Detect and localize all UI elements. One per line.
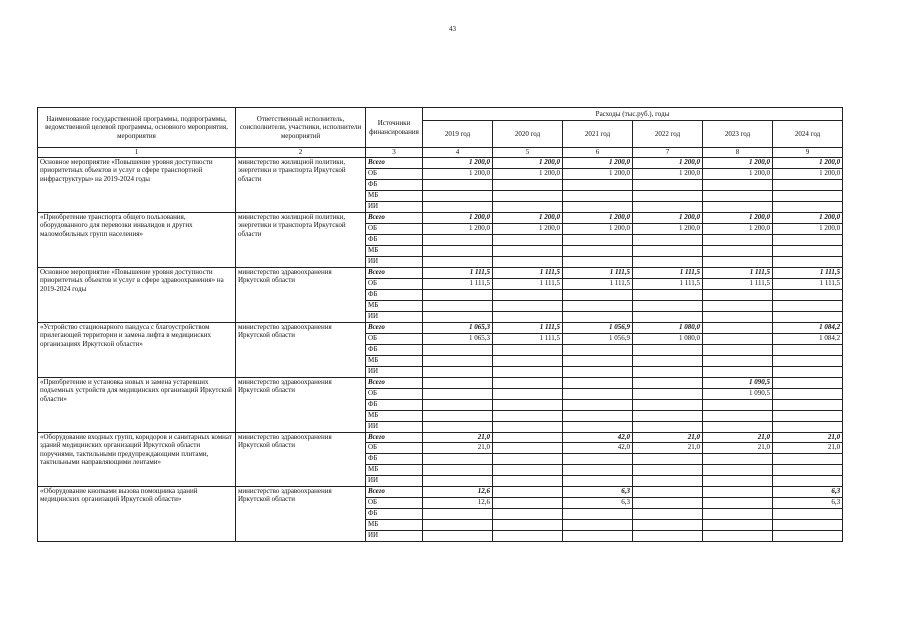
expense-cell: 1 111,5 <box>703 278 773 289</box>
table-row <box>38 432 843 442</box>
expense-cell <box>493 201 563 212</box>
funding-source: ФБ <box>366 344 423 355</box>
expense-cell <box>773 300 843 311</box>
expense-cell <box>773 245 843 256</box>
funding-source: ФБ <box>366 179 423 190</box>
header-executor: Ответственный исполнитель, соисполнители, участники, исполнители мероприятий <box>236 108 366 148</box>
activity-name: «Приобретение транспорта общего пользования, оборудованного для перевозки инвалидов и других маломобильных групп населения» <box>38 212 236 267</box>
expense-cell: 12,6 <box>423 486 493 497</box>
expense-cell <box>493 289 563 300</box>
expense-cell: 6,3 <box>773 486 843 497</box>
expense-cell <box>703 245 773 256</box>
funding-source: МБ <box>366 355 423 366</box>
expense-cell: 1 200,0 <box>493 212 563 223</box>
expense-cell: 1 200,0 <box>773 212 843 223</box>
expense-cell <box>703 475 773 486</box>
expense-cell <box>703 179 773 190</box>
funding-source: ОБ <box>366 497 423 508</box>
expense-cell <box>703 486 773 497</box>
header-source: Источники финансирования <box>366 108 423 148</box>
expense-cell: 1 200,0 <box>563 223 633 234</box>
expense-cell <box>773 234 843 245</box>
expense-cell <box>563 421 633 432</box>
expense-cell <box>703 497 773 508</box>
expense-cell <box>493 497 563 508</box>
expense-cell: 1 200,0 <box>563 157 633 168</box>
executor-name: министерство здравоохранения Иркутской области <box>236 322 366 377</box>
header-year: 2019 год <box>423 121 493 148</box>
funding-source: ФБ <box>366 399 423 410</box>
expense-cell <box>493 519 563 530</box>
expense-cell <box>493 234 563 245</box>
expense-cell <box>633 366 703 377</box>
expense-cell <box>633 300 703 311</box>
expense-cell: 1 200,0 <box>423 168 493 179</box>
expense-cell <box>773 421 843 432</box>
expense-cell <box>633 289 703 300</box>
expense-cell <box>563 311 633 322</box>
column-number: 9 <box>773 148 843 158</box>
expense-cell: 12,6 <box>423 497 493 508</box>
expense-cell: 1 111,5 <box>563 267 633 278</box>
header-name: Наименование государственной программы, подпрограммы, ведомственной целевой программы, основного мероприятия, мероприятия <box>38 108 236 148</box>
expense-cell <box>563 300 633 311</box>
expense-cell: 6,3 <box>563 486 633 497</box>
funding-source: Всего <box>366 322 423 333</box>
expense-cell: 1 065,3 <box>423 322 493 333</box>
expense-cell <box>633 355 703 366</box>
expense-cell <box>563 508 633 519</box>
expense-cell <box>703 410 773 421</box>
expense-cell <box>773 366 843 377</box>
expense-cell <box>563 245 633 256</box>
expense-cell: 1 200,0 <box>423 212 493 223</box>
expense-cell: 1 200,0 <box>773 168 843 179</box>
expense-cell <box>703 311 773 322</box>
expense-cell <box>563 190 633 201</box>
column-number: 7 <box>633 148 703 158</box>
expense-cell <box>493 399 563 410</box>
expense-cell: 1 056,9 <box>563 322 633 333</box>
funding-source: Всего <box>366 212 423 223</box>
expense-cell <box>703 201 773 212</box>
expense-cell: 1 111,5 <box>493 267 563 278</box>
expense-cell <box>563 399 633 410</box>
expense-cell: 1 200,0 <box>633 212 703 223</box>
expense-cell <box>493 366 563 377</box>
expense-cell: 1 200,0 <box>633 223 703 234</box>
expense-cell <box>493 344 563 355</box>
header-year: 2023 год <box>703 121 773 148</box>
expense-cell: 1 200,0 <box>703 157 773 168</box>
expense-cell <box>633 519 703 530</box>
expense-cell <box>423 201 493 212</box>
expense-cell <box>703 366 773 377</box>
expense-cell <box>493 486 563 497</box>
funding-source: ФБ <box>366 234 423 245</box>
funding-source: ОБ <box>366 388 423 399</box>
expense-cell: 21,0 <box>423 432 493 442</box>
expense-cell <box>493 475 563 486</box>
expense-cell <box>563 234 633 245</box>
expense-cell: 1 084,2 <box>773 322 843 333</box>
expense-cell: 1 111,5 <box>423 267 493 278</box>
expense-cell <box>773 289 843 300</box>
expense-cell <box>773 464 843 475</box>
expense-cell <box>493 508 563 519</box>
expense-cell <box>493 190 563 201</box>
expense-cell <box>563 179 633 190</box>
funding-source: ИИ <box>366 530 423 541</box>
expense-cell <box>633 475 703 486</box>
funding-source: Всего <box>366 157 423 168</box>
expense-cell <box>563 377 633 388</box>
funding-source: МБ <box>366 519 423 530</box>
expense-cell: 1 200,0 <box>423 157 493 168</box>
expense-cell: 1 200,0 <box>493 168 563 179</box>
expense-cell <box>563 366 633 377</box>
expense-cell <box>423 508 493 519</box>
expense-cell <box>773 475 843 486</box>
expense-cell <box>773 410 843 421</box>
expense-cell: 1 200,0 <box>703 223 773 234</box>
expense-cell <box>423 300 493 311</box>
expense-cell <box>493 179 563 190</box>
expense-cell <box>423 190 493 201</box>
funding-source: МБ <box>366 300 423 311</box>
activity-name: «Устройство стационарного пандуса с благоустройством прилегающей территории и замена лифта в медицинских организациях Иркутской области» <box>38 322 236 377</box>
expense-cell: 1 080,0 <box>633 333 703 344</box>
funding-source: ИИ <box>366 256 423 267</box>
expense-cell <box>703 453 773 464</box>
funding-source: ИИ <box>366 475 423 486</box>
expense-cell <box>423 256 493 267</box>
expense-cell: 1 200,0 <box>773 157 843 168</box>
page-number: 43 <box>449 25 456 33</box>
funding-source: Всего <box>366 267 423 278</box>
expense-cell: 1 200,0 <box>703 212 773 223</box>
activity-name: Основное мероприятие «Повышение уровня доступности приоритетных объектов и услуг в сфере здравоохранения» на 2019-2024 годы <box>38 267 236 322</box>
expense-cell: 1 111,5 <box>493 322 563 333</box>
header-year: 2021 год <box>563 121 633 148</box>
expense-cell <box>633 245 703 256</box>
expense-cell <box>423 464 493 475</box>
expense-cell: 6,3 <box>773 497 843 508</box>
expense-cell: 1 111,5 <box>423 278 493 289</box>
expense-cell <box>493 410 563 421</box>
expense-cell: 1 111,5 <box>773 278 843 289</box>
expense-cell: 21,0 <box>633 432 703 442</box>
expense-cell <box>493 388 563 399</box>
expense-cell <box>423 410 493 421</box>
expense-cell: 1 111,5 <box>493 333 563 344</box>
expense-cell: 42,0 <box>563 432 633 442</box>
expenses-table <box>37 107 843 542</box>
expense-cell: 1 080,0 <box>633 322 703 333</box>
funding-source: Всего <box>366 486 423 497</box>
table-row <box>38 267 843 278</box>
funding-source: МБ <box>366 410 423 421</box>
expense-cell <box>703 519 773 530</box>
expense-cell <box>703 355 773 366</box>
expense-cell <box>773 355 843 366</box>
column-number: 4 <box>423 148 493 158</box>
expense-cell <box>563 388 633 399</box>
expense-cell: 1 111,5 <box>633 278 703 289</box>
executor-name: министерство здравоохранения Иркутской области <box>236 486 366 541</box>
expense-cell <box>563 530 633 541</box>
funding-source: ФБ <box>366 453 423 464</box>
expense-cell <box>773 453 843 464</box>
expense-cell <box>633 388 703 399</box>
expense-cell <box>423 388 493 399</box>
expense-cell <box>493 442 563 453</box>
expense-cell <box>493 464 563 475</box>
expense-cell: 1 111,5 <box>493 278 563 289</box>
expense-cell <box>633 421 703 432</box>
expense-cell: 21,0 <box>703 442 773 453</box>
expense-cell <box>703 399 773 410</box>
executor-name: министерство жилищной политики, энергетики и транспорта Иркутской области <box>236 157 366 212</box>
expense-cell <box>563 355 633 366</box>
expense-cell <box>563 344 633 355</box>
expense-cell: 1 090,5 <box>703 388 773 399</box>
table-row <box>38 322 843 333</box>
column-number: 5 <box>493 148 563 158</box>
expense-cell <box>493 377 563 388</box>
expense-cell: 1 200,0 <box>563 212 633 223</box>
expense-cell <box>493 300 563 311</box>
expense-cell <box>703 421 773 432</box>
expense-cell <box>563 201 633 212</box>
expense-cell <box>703 190 773 201</box>
expense-cell <box>703 464 773 475</box>
expense-cell <box>773 201 843 212</box>
expense-cell <box>423 355 493 366</box>
expense-cell <box>633 486 703 497</box>
expense-cell <box>563 475 633 486</box>
expense-cell <box>493 432 563 442</box>
expense-cell: 21,0 <box>633 442 703 453</box>
expense-cell <box>423 377 493 388</box>
funding-source: ОБ <box>366 333 423 344</box>
expense-cell: 21,0 <box>423 442 493 453</box>
expense-cell <box>703 333 773 344</box>
expense-cell <box>633 311 703 322</box>
column-number: 2 <box>236 148 366 158</box>
expense-cell <box>703 300 773 311</box>
expense-cell <box>773 311 843 322</box>
funding-source: ОБ <box>366 278 423 289</box>
column-number: 6 <box>563 148 633 158</box>
expense-cell: 1 200,0 <box>773 223 843 234</box>
funding-source: МБ <box>366 245 423 256</box>
expense-cell <box>493 311 563 322</box>
expense-cell <box>493 355 563 366</box>
expense-cell <box>773 190 843 201</box>
expense-cell <box>773 377 843 388</box>
expense-cell <box>563 289 633 300</box>
expense-cell <box>493 453 563 464</box>
expense-cell <box>703 322 773 333</box>
expense-cell <box>773 256 843 267</box>
funding-source: ФБ <box>366 508 423 519</box>
column-number: 8 <box>703 148 773 158</box>
expense-cell <box>633 377 703 388</box>
expense-cell <box>423 519 493 530</box>
expense-cell: 1 200,0 <box>563 168 633 179</box>
expense-cell: 6,3 <box>563 497 633 508</box>
table-body <box>38 157 843 541</box>
expense-cell <box>703 234 773 245</box>
expense-cell <box>633 256 703 267</box>
expense-cell <box>633 344 703 355</box>
expense-cell <box>703 530 773 541</box>
expense-cell <box>633 399 703 410</box>
expense-cell <box>633 234 703 245</box>
expense-cell: 1 090,5 <box>703 377 773 388</box>
activity-name: Основное мероприятие «Повышение уровня доступности приоритетных объектов и услуг в сфере транспортной инфраструктуры» на 2019-2024 годы <box>38 157 236 212</box>
table-row <box>38 377 843 388</box>
column-number: 1 <box>38 148 236 158</box>
expense-cell <box>703 256 773 267</box>
table-row <box>38 212 843 223</box>
executor-name: министерство здравоохранения Иркутской области <box>236 432 366 486</box>
expense-cell <box>423 399 493 410</box>
expense-cell: 21,0 <box>703 432 773 442</box>
funding-source: ФБ <box>366 289 423 300</box>
expense-cell <box>423 179 493 190</box>
expense-cell <box>563 453 633 464</box>
funding-source: ИИ <box>366 201 423 212</box>
funding-source: ИИ <box>366 311 423 322</box>
expense-cell <box>423 234 493 245</box>
column-number: 3 <box>366 148 423 158</box>
expense-cell <box>493 245 563 256</box>
expense-cell <box>773 179 843 190</box>
expense-cell: 21,0 <box>773 442 843 453</box>
table-row <box>38 157 843 168</box>
funding-source: ИИ <box>366 366 423 377</box>
expense-cell <box>423 311 493 322</box>
expense-cell: 1 200,0 <box>423 223 493 234</box>
expense-cell: 1 200,0 <box>493 223 563 234</box>
expense-cell <box>773 508 843 519</box>
funding-source: ИИ <box>366 421 423 432</box>
expense-cell <box>493 530 563 541</box>
expense-cell: 1 111,5 <box>773 267 843 278</box>
expense-cell <box>563 464 633 475</box>
expense-cell <box>773 399 843 410</box>
expense-cell <box>423 453 493 464</box>
expense-cell <box>493 256 563 267</box>
expense-cell <box>423 366 493 377</box>
expense-cell <box>423 289 493 300</box>
header-year: 2024 год <box>773 121 843 148</box>
expense-cell <box>563 410 633 421</box>
executor-name: министерство здравоохранения Иркутской области <box>236 267 366 322</box>
expense-cell <box>423 530 493 541</box>
header-expenses: Расходы (тыс.руб.), годы <box>423 108 843 121</box>
executor-name: министерство здравоохранения Иркутской области <box>236 377 366 432</box>
funding-source: ОБ <box>366 442 423 453</box>
funding-source: ОБ <box>366 223 423 234</box>
activity-name: «Оборудование кнопками вызова помощника зданий медицинских организаций Иркутской области» <box>38 486 236 541</box>
expense-cell: 1 200,0 <box>493 157 563 168</box>
expense-cell <box>633 530 703 541</box>
funding-source: ОБ <box>366 168 423 179</box>
expense-cell <box>493 421 563 432</box>
expense-cell <box>703 289 773 300</box>
funding-source: МБ <box>366 190 423 201</box>
expense-cell <box>773 344 843 355</box>
expense-cell: 1 084,2 <box>773 333 843 344</box>
expense-cell: 1 200,0 <box>633 168 703 179</box>
expense-cell <box>633 190 703 201</box>
expense-cell <box>633 508 703 519</box>
expense-cell: 1 056,9 <box>563 333 633 344</box>
expense-cell: 1 200,0 <box>633 157 703 168</box>
expense-cell: 42,0 <box>563 442 633 453</box>
activity-name: «Оборудование входных групп, коридоров и санитарных комнат зданий медицинских организаций Иркутской области поручнями, тактильными предупреждающими плитами, тактильными направляющими лентами» <box>38 432 236 486</box>
expense-cell <box>423 344 493 355</box>
funding-source: МБ <box>366 464 423 475</box>
expense-cell: 1 111,5 <box>563 278 633 289</box>
activity-name: «Приобретение и установка новых и замена устаревших подъемных устройств для медицинских организаций Иркутской области» <box>38 377 236 432</box>
expense-cell <box>703 344 773 355</box>
expense-cell: 21,0 <box>773 432 843 442</box>
expense-cell <box>423 475 493 486</box>
header-year: 2020 год <box>493 121 563 148</box>
expense-cell <box>563 519 633 530</box>
expense-cell <box>773 530 843 541</box>
expense-cell <box>703 508 773 519</box>
expense-cell <box>633 497 703 508</box>
expense-cell <box>423 421 493 432</box>
expense-cell: 1 065,3 <box>423 333 493 344</box>
table-row <box>38 486 843 497</box>
expense-cell <box>633 179 703 190</box>
expense-cell <box>633 453 703 464</box>
expense-cell: 1 111,5 <box>633 267 703 278</box>
expense-cell <box>633 464 703 475</box>
expense-cell <box>633 201 703 212</box>
expense-cell <box>773 519 843 530</box>
funding-source: Всего <box>366 432 423 442</box>
expense-cell <box>423 245 493 256</box>
expense-cell <box>633 410 703 421</box>
header-year: 2022 год <box>633 121 703 148</box>
expense-cell <box>773 388 843 399</box>
executor-name: министерство жилищной политики, энергетики и транспорта Иркутской области <box>236 212 366 267</box>
funding-source: Всего <box>366 377 423 388</box>
expense-cell <box>563 256 633 267</box>
expense-cell: 1 111,5 <box>703 267 773 278</box>
expense-cell: 1 200,0 <box>703 168 773 179</box>
